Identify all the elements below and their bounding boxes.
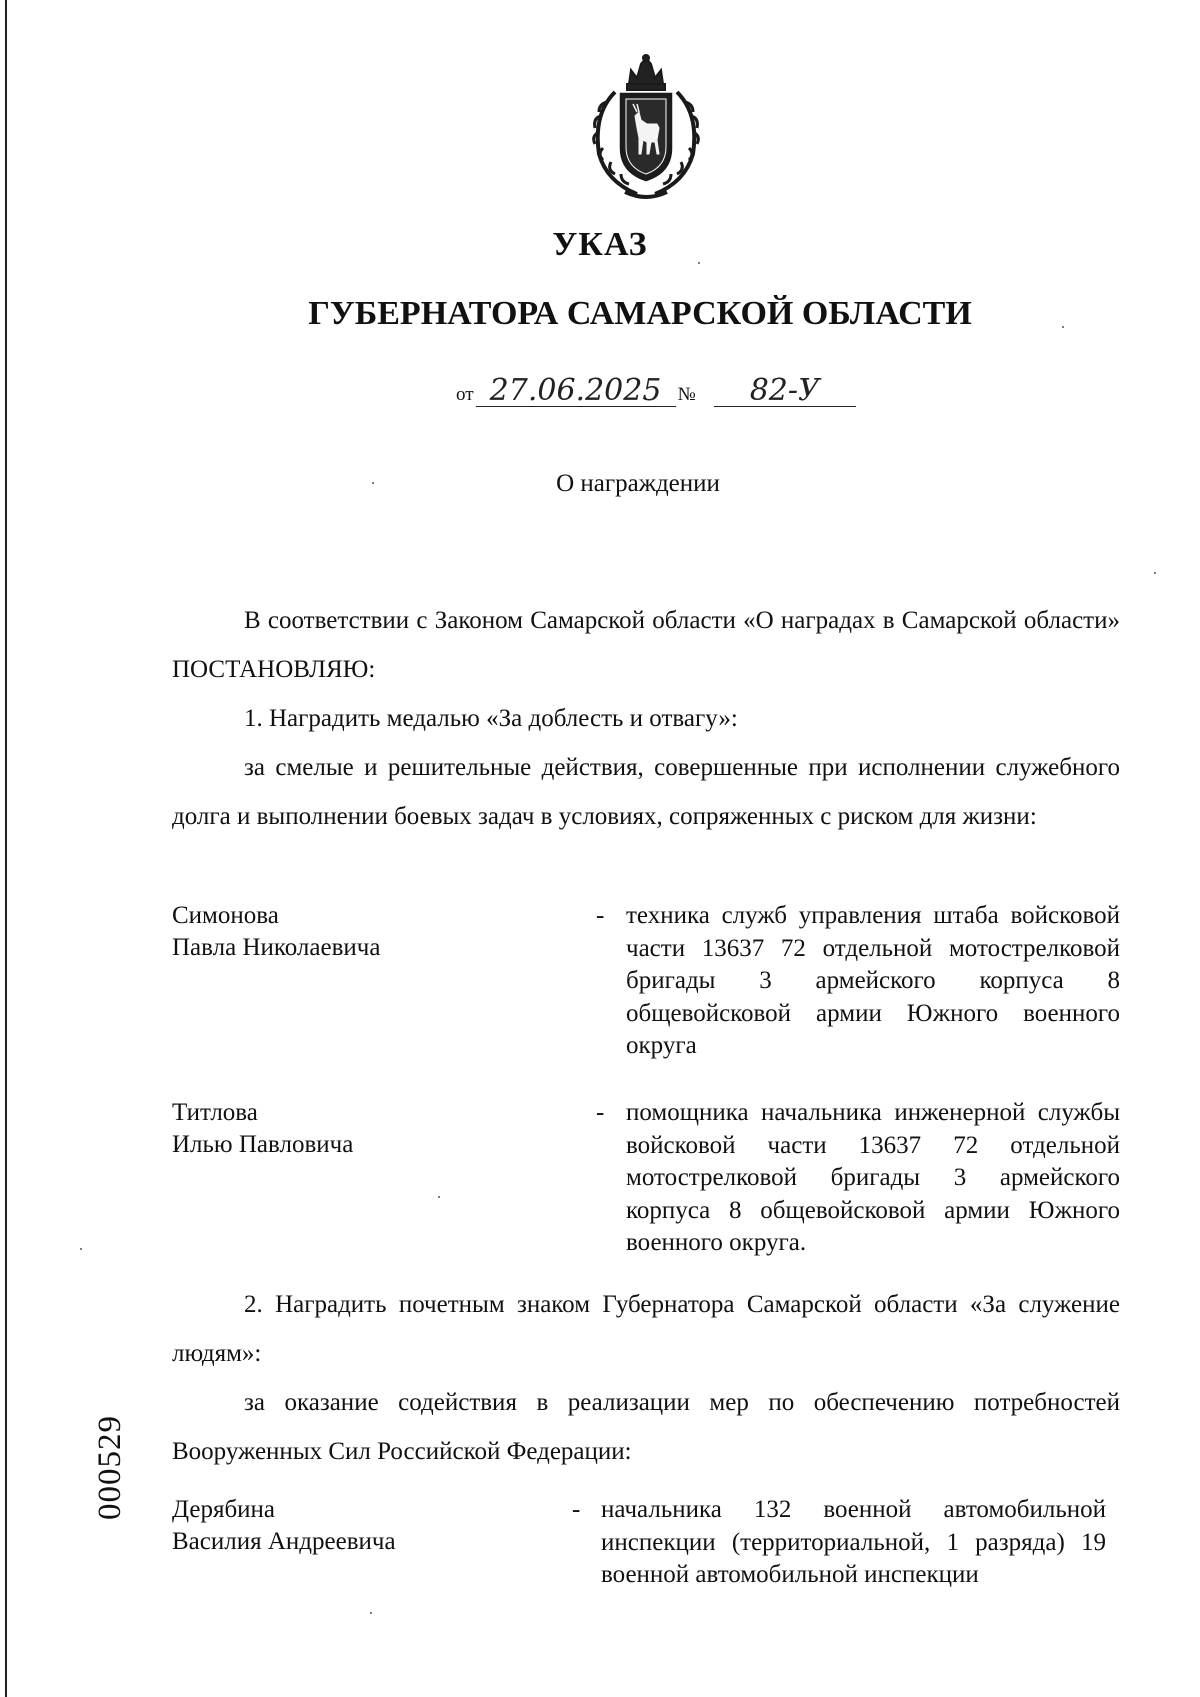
scan-speck — [370, 1612, 372, 1614]
awardee-surname: Дерябина — [172, 1496, 276, 1523]
awardee-surname: Титлова — [172, 1099, 258, 1126]
scan-speck — [1062, 326, 1064, 328]
scan-speck — [80, 1248, 82, 1250]
awardee-name — [172, 1494, 396, 1558]
scan-speck — [372, 482, 374, 484]
item-2-title: 2. Наградить почетным знаком Губернатора Самарской области «За служение людям»: — [172, 1291, 1120, 1367]
awardee-dash: - — [596, 1099, 605, 1126]
awardee-name — [172, 900, 380, 964]
decree-title: УКАЗ — [552, 226, 648, 263]
awardee-name — [172, 1097, 353, 1161]
number-prefix: № — [677, 384, 696, 405]
handwritten-date: 27.06.2025 — [476, 376, 676, 407]
date-prefix: от — [456, 384, 474, 405]
awardee-dash: - — [596, 902, 605, 929]
awardee-position: помощника начальника инженерной службы войсковой части 13637 72 отдельной мотострелковой бригады 3 армейского корпуса 8 общевойсковой армии Южного военного округа. — [626, 1099, 1120, 1256]
decree-subject: О награждении — [556, 470, 720, 497]
awardee-position: начальника 132 военной автомобильной инспекции (территориальной, 1 разряда) 19 военной автомобильной инспекции — [601, 1496, 1106, 1588]
item-2-reason: за оказание содействия в реализации мер по обеспечению потребностей Вооруженных Сил Российской Федерации: — [172, 1389, 1120, 1465]
item-1-reason: за смелые и решительные действия, совершенные при исполнении служебного долга и выполнении боевых задач в условиях, сопряженных с риском для жизни: — [172, 754, 1120, 830]
item-1-title: 1. Наградить медалью «За доблесть и отвагу»: — [244, 705, 738, 732]
awardee-given-name: Василия Андреевича — [172, 1528, 396, 1555]
coat-of-arms-emblem — [585, 54, 707, 202]
date-number-line — [456, 373, 856, 408]
preamble-paragraph: В соответствии с Законом Самарской области «О наградах в Самарской области» ПОСТАНОВЛЯЮ: — [172, 607, 1120, 683]
decree-authority: ГУБЕРНАТОРА САМАРСКОЙ ОБЛАСТИ — [308, 295, 972, 332]
scan-speck — [438, 1196, 440, 1198]
awardee-surname: Симонова — [172, 902, 279, 929]
scan-speck — [698, 262, 700, 264]
serial-number: 000529 — [92, 1415, 128, 1520]
awardee-dash: - — [572, 1496, 581, 1523]
awardee-given-name: Павла Николаевича — [172, 934, 381, 961]
awardee-given-name: Илью Павловича — [172, 1131, 354, 1158]
handwritten-number: 82-У — [714, 376, 856, 407]
scan-speck — [1154, 572, 1156, 574]
awardee-position: техника служб управления штаба войсковой части 13637 72 отдельной мотострелковой бригады 3 армейского корпуса 8 общевойсковой армии Южного военного округа — [626, 902, 1120, 1059]
